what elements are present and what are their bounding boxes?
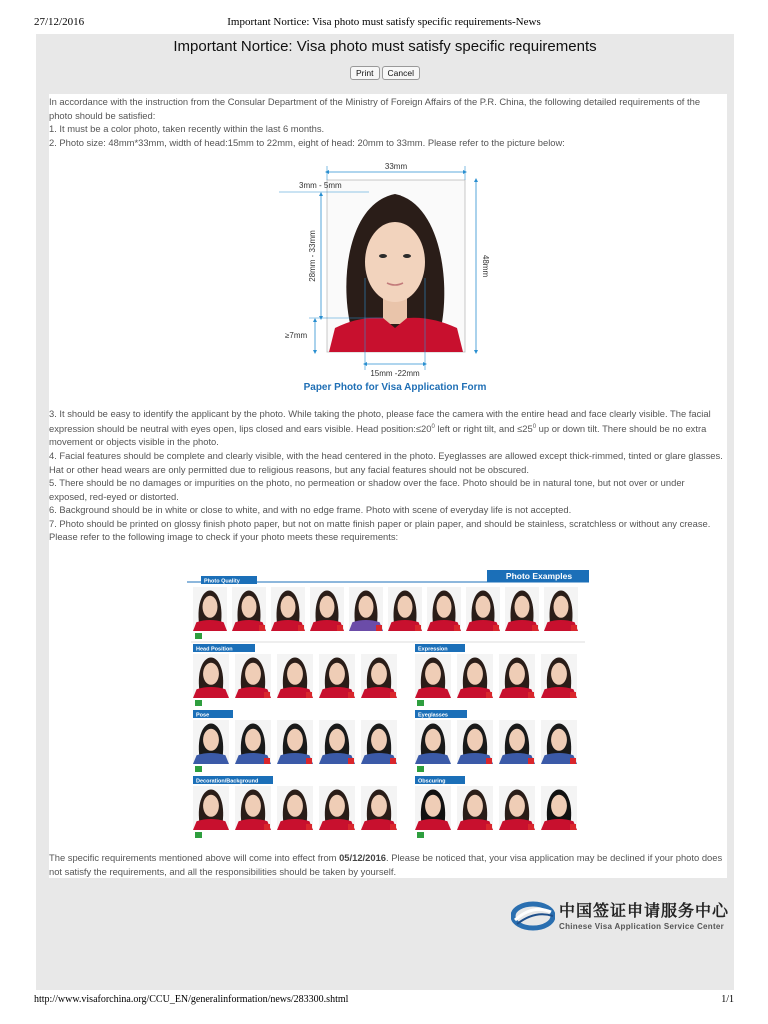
example-photo xyxy=(457,720,493,764)
requirement-6: 6. Background should be in white or close to white, and with no edge frame. Photo with scene of everyday life is not accepted. xyxy=(49,504,572,516)
print-button[interactable]: Print xyxy=(350,66,379,80)
print-footer xyxy=(34,994,734,1008)
example-photo xyxy=(427,587,461,631)
cvasc-logo xyxy=(509,896,734,936)
dim-height-label: 48mm xyxy=(481,254,490,278)
intro-text: In accordance with the instruction from the Consular Department of the Ministry of Foreign Affairs of the P.R. China, the following detailed requirements of the photo should be satisfied: xyxy=(49,96,701,121)
photo-examples-chart xyxy=(187,570,589,848)
dim-head-top-label: 3mm - 5mm xyxy=(299,181,342,190)
print-url: http://www.visaforchina.org/CCU_EN/generalinformation/news/283300.shtml xyxy=(34,994,349,1005)
dim-head-width-label: 15mm -22mm xyxy=(370,369,420,378)
example-photo xyxy=(388,587,422,631)
print-page-number: 1/1 xyxy=(721,994,734,1005)
refer-text: Please refer to the following image to check if your photo meets these requirements: xyxy=(49,531,399,543)
print-header xyxy=(34,16,734,30)
article-content xyxy=(49,94,727,878)
example-photo xyxy=(466,587,500,631)
example-photo xyxy=(499,786,535,830)
closing-block xyxy=(49,851,725,878)
example-photo xyxy=(310,587,344,631)
example-photo xyxy=(361,786,397,830)
dim-chin-label: ≥7mm xyxy=(285,331,308,340)
example-photo xyxy=(232,587,266,631)
dim-head-height-label: 28mm - 33mm xyxy=(308,230,317,282)
example-photo xyxy=(541,786,577,830)
example-photo xyxy=(361,720,397,764)
photo-size-diagram xyxy=(279,158,501,398)
example-photo xyxy=(235,786,271,830)
example-photo xyxy=(505,587,539,631)
section-decoration-background: Decoration/Background xyxy=(196,778,259,785)
example-photo xyxy=(361,654,397,698)
requirement-2: 2. Photo size: 48mm*33mm, width of head:15mm to 22mm, eight of head: 20mm to 33mm. Please refer to the picture below: xyxy=(49,136,565,148)
example-photo xyxy=(319,654,355,698)
section-expression: Expression xyxy=(418,646,448,653)
example-photo xyxy=(319,786,355,830)
example-photo xyxy=(277,720,313,764)
article-panel xyxy=(36,34,734,990)
section-photo-quality: Photo Quality xyxy=(204,578,240,585)
example-photo xyxy=(499,720,535,764)
print-page-title: Important Nortice: Visa photo must satisfy specific requirements-News xyxy=(227,16,541,28)
example-photo xyxy=(541,720,577,764)
example-photo xyxy=(235,654,271,698)
requirement-5: 5. There should be no damages or impurities on the photo, no permeation or shadow over the face. Photo should be in natural tone, but not over or under exposed, red-eyed or distorted. xyxy=(49,477,685,502)
logo-chinese-text: 中国签证申请服务中心 xyxy=(559,901,730,920)
examples-banner: Photo Examples xyxy=(505,571,573,581)
example-photo xyxy=(499,654,535,698)
requirements-block xyxy=(49,407,725,544)
logo-english-text: Chinese Visa Application Service Center xyxy=(559,922,725,931)
requirement-1: 1. It must be a color photo, taken recently within the last 6 months. xyxy=(49,123,325,135)
effective-date: 05/12/2016 xyxy=(339,852,386,863)
action-buttons xyxy=(36,66,734,80)
section-obscuring: Obscuring xyxy=(418,778,446,785)
cancel-button[interactable]: Cancel xyxy=(382,66,420,80)
dim-width-label: 33mm xyxy=(384,162,408,171)
example-photo xyxy=(457,786,493,830)
section-pose: Pose xyxy=(196,712,210,719)
example-photo xyxy=(277,654,313,698)
closing-text: The specific requirements mentioned above will come into effect from 05/12/2016. Please be noticed that, your visa application may be declined if your photo does not satisfy the requirements, and all the responsibilities should be taken by yourself. xyxy=(49,852,723,877)
section-head-position: Head Position xyxy=(196,646,233,653)
example-photo xyxy=(277,786,313,830)
section-eyeglasses: Eyeglasses xyxy=(418,712,448,719)
requirement-3: 3. It should be easy to identify the applicant by the photo. While taking the photo, please face the camera with the entire head and face clearly visible. The facial expression should be neutral with eyes open, lips closed and ears visible. Head $position:\le 20^0$ left or right tilt, and $\le 25^0$ up or down tilt. There should be no extra movement or objects visible in the photo. xyxy=(49,408,711,448)
example-photo xyxy=(271,587,305,631)
example-photo xyxy=(235,720,271,764)
requirement-7: 7. Photo should be printed on glossy finish photo paper, but not on matte finish paper or plain paper, and should be stainless, scratchless or without any crease. xyxy=(49,517,711,529)
requirement-4: 4. Facial features should be complete and clearly visible, with the head centered in the photo. Eyeglasses are allowed except thick-rimmed, tinted or glare glasses. Hat or other head wears are only permitted due to religious reasons, but any facial features should not be obscured. xyxy=(49,449,723,475)
example-photo xyxy=(319,720,355,764)
example-photo xyxy=(349,587,383,631)
example-photo xyxy=(541,654,577,698)
diagram-caption: Paper Photo for Visa Application Form xyxy=(303,382,487,393)
cvasc-logo-icon xyxy=(511,898,555,934)
example-photo xyxy=(457,654,493,698)
example-photo xyxy=(544,587,578,631)
print-date: 27/12/2016 xyxy=(34,16,85,28)
article-title: Important Nortice: Visa photo must satisfy specific requirements xyxy=(173,38,597,55)
intro-block xyxy=(49,95,725,149)
